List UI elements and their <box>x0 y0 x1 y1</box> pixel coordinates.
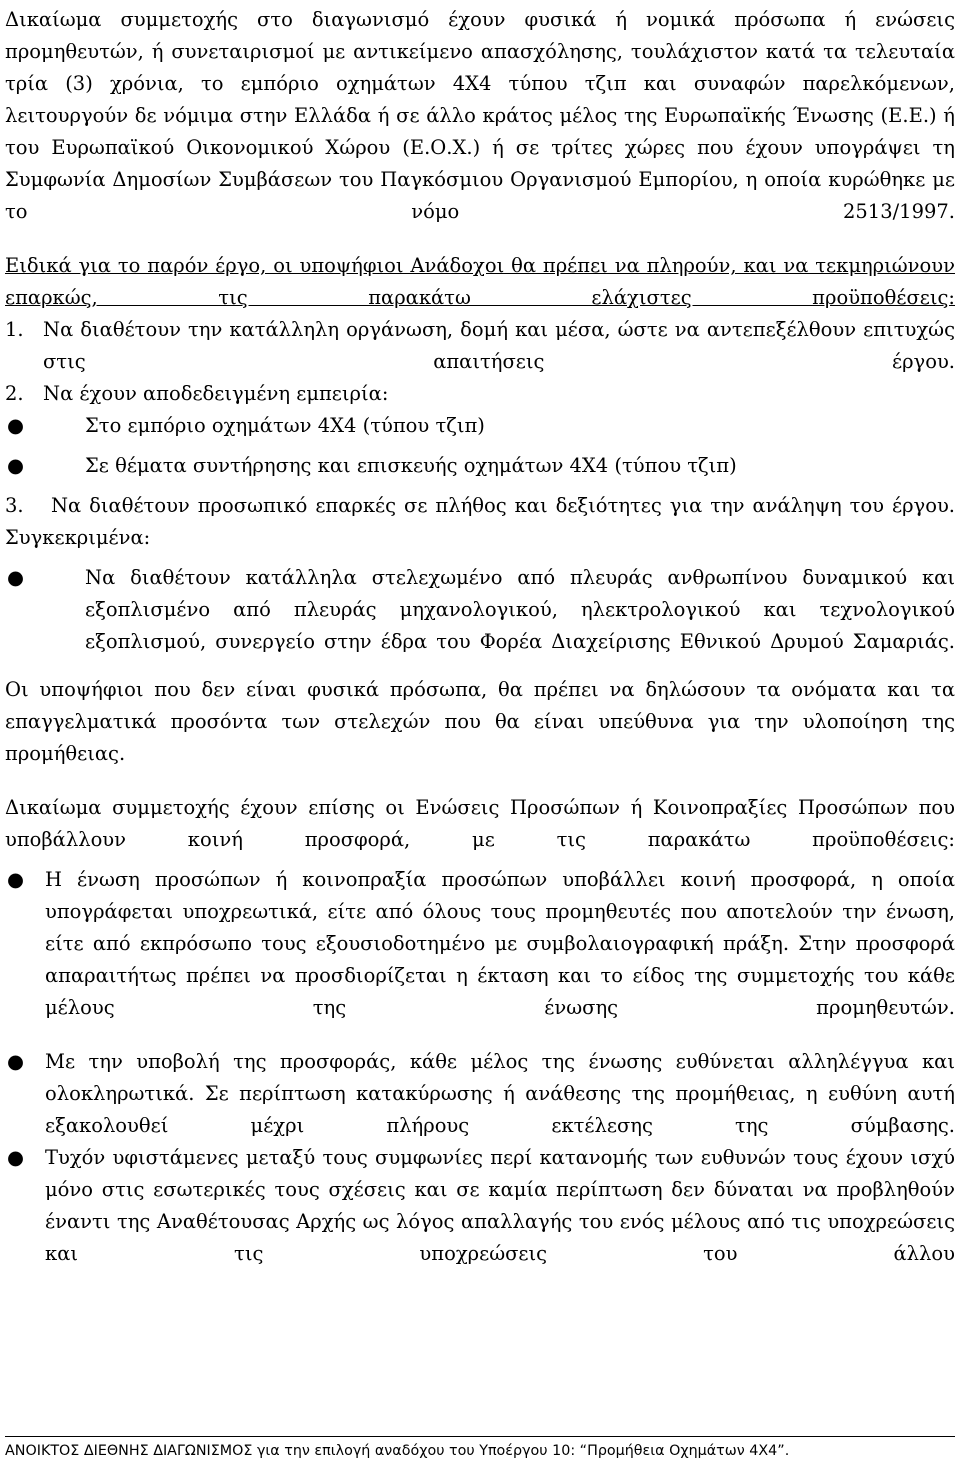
union-item: ● Τυχόν υφιστάμενες μεταξύ τους συμφωνίες περί κατανομής των ευθυνών τους έχουν ισχύ μόνο στις εσωτερικές τους σχέσεις και σε καμία περίπτωση δεν δύναται να προβληθούν έναντι της Αναθέτουσας Αρχής ως λόγος απαλλαγής του ενός μέλους από τις υποχρεώσεις και τις υποχρεώσεις του άλλου <box>5 1142 955 1270</box>
eligibility-paragraph: Δικαίωμα συμμετοχής στο διαγωνισμό έχουν φυσικά ή νομικά πρόσωπα ή ενώσεις προμηθευτών, ή συνεταιρισμοί με αντικείμενο απασχόλησης, τουλάχιστον κατά τα τελευταία τρία (3) χρόνια, το εμπόριο οχημάτων 4Χ4 τύπου τζιπ και συναφών παρελκόμενων, λειτουργούν δε νόμιμα στην Ελλάδα ή σε άλλο κράτος μέλος της Ευρωπαϊκής Ένωσης (Ε.Ε.) ή του Ευρωπαϊκού Οικονομικού Χώρου (Ε.Ο.Χ.) ή σε τρίτες χώρες που έχουν υπογράψει τη Συμφωνία Δημοσίων Συμβάσεων του Παγκόσμιου Οργανισμού Εμπορίου, η οποία κυρώθηκε με το νόμο 2513/1997. <box>5 8 955 223</box>
requirement-2 <box>5 378 955 410</box>
experience-item: ● Στο εμπόριο οχημάτων 4Χ4 (τύπου τζιπ) <box>5 410 955 442</box>
requirement-text: Να διαθέτουν την κατάλληλη οργάνωση, δομή και μέσα, ώστε να αντεπεξέλθουν επιτυχώς στις απαιτήσεις έργου. <box>43 318 955 373</box>
bullet-icon: ● <box>7 868 25 891</box>
union-item: ● Με την υποβολή της προσφοράς, κάθε μέλος της ένωσης ευθύνεται αλληλέγγυα και ολοκληρωτικά. Σε περίπτωση κατακύρωσης ή ανάθεσης της προμήθειας, η ευθύνη αυτή εξακολουθεί μέχρι πλήρους εκτέλεσης της σύμβασης. <box>5 1046 955 1142</box>
bullet-icon: ● <box>7 1146 25 1169</box>
requirement-1 <box>5 314 955 378</box>
bullet-icon: ● <box>7 454 25 477</box>
requirements-intro: Ειδικά για το παρόν έργο, οι υποψήφιοι Ανάδοχοι θα πρέπει να πληρούν, και να τεκμηριώνουν επαρκώς, τις παρακάτω ελάχιστες προϋποθέσεις: <box>5 254 955 309</box>
experience-item: ● Σε θέματα συντήρησης και επισκευής οχημάτων 4Χ4 (τύπου τζιπ) <box>5 450 955 482</box>
document-page <box>5 4 955 1270</box>
page-footer <box>5 1440 955 1462</box>
bullet-icon: ● <box>7 1050 25 1073</box>
requirement-number: 3. <box>5 494 24 517</box>
requirement-text: Να διαθέτουν προσωπικό επαρκές σε πλήθος και δεξιότητες για την ανάληψη του έργου. Συγκεκριμένα: <box>5 494 956 549</box>
requirement-number: 2. <box>5 382 24 405</box>
footer-text: ΑΝΟΙΚΤΟΣ ΔΙΕΘΝΗΣ ΔΙΑΓΩΝΙΣΜΟΣ για την επιλογή αναδόχου του Υποέργου 10: “Προμήθεια Οχημάτων 4Χ4”. <box>5 1443 790 1459</box>
unions-paragraph: Δικαίωμα συμμετοχής έχουν επίσης οι Ενώσεις Προσώπων ή Κοινοπραξίες Προσώπων που υποβάλλουν κοινή προσφορά, με τις παρακάτω προϋποθέσεις: <box>5 796 955 851</box>
bullet-icon: ● <box>7 566 25 589</box>
requirement-number: 1. <box>5 318 24 341</box>
requirement-text: Να έχουν αποδεδειγμένη εμπειρία: <box>43 382 389 405</box>
footer-divider <box>5 1436 955 1437</box>
staff-item: ● Να διαθέτουν κατάλληλα στελεχωμένο από πλευράς ανθρωπίνου δυναμικού και εξοπλισμένο από πλευράς μηχανολογικού, ηλεκτρολογικού και τεχνολογικού εξοπλισμού, συνεργείο στην έδρα του Φορέα Διαχείρισης Εθνικού Δρυμού Σαμαριάς. <box>5 562 955 658</box>
bullet-icon: ● <box>7 414 25 437</box>
union-item: ● Η ένωση προσώπων ή κοινοπραξία προσώπων υποβάλλει κοινή προσφορά, η οποία υπογράφεται υποχρεωτικά, είτε από όλους τους προμηθευτές που αποτελούν την ένωση, είτε από εκπρόσωπο τους εξουσιοδοτημένο με συμβολαιογραφική πράξη. Στην προσφορά απαραιτήτως πρέπει να προσδιορίζεται η έκταση και το είδος της συμμετοχής του κάθε μέλους της ένωσης προμηθευτών. <box>5 864 955 1024</box>
requirement-3 <box>5 490 955 554</box>
candidates-paragraph: Οι υποψήφιοι που δεν είναι φυσικά πρόσωπα, θα πρέπει να δηλώσουν τα ονόματα και τα επαγγελματικά προσόντα των στελεχών που θα είναι υπεύθυνα για την υλοποίηση της προμήθειας. <box>5 678 955 765</box>
